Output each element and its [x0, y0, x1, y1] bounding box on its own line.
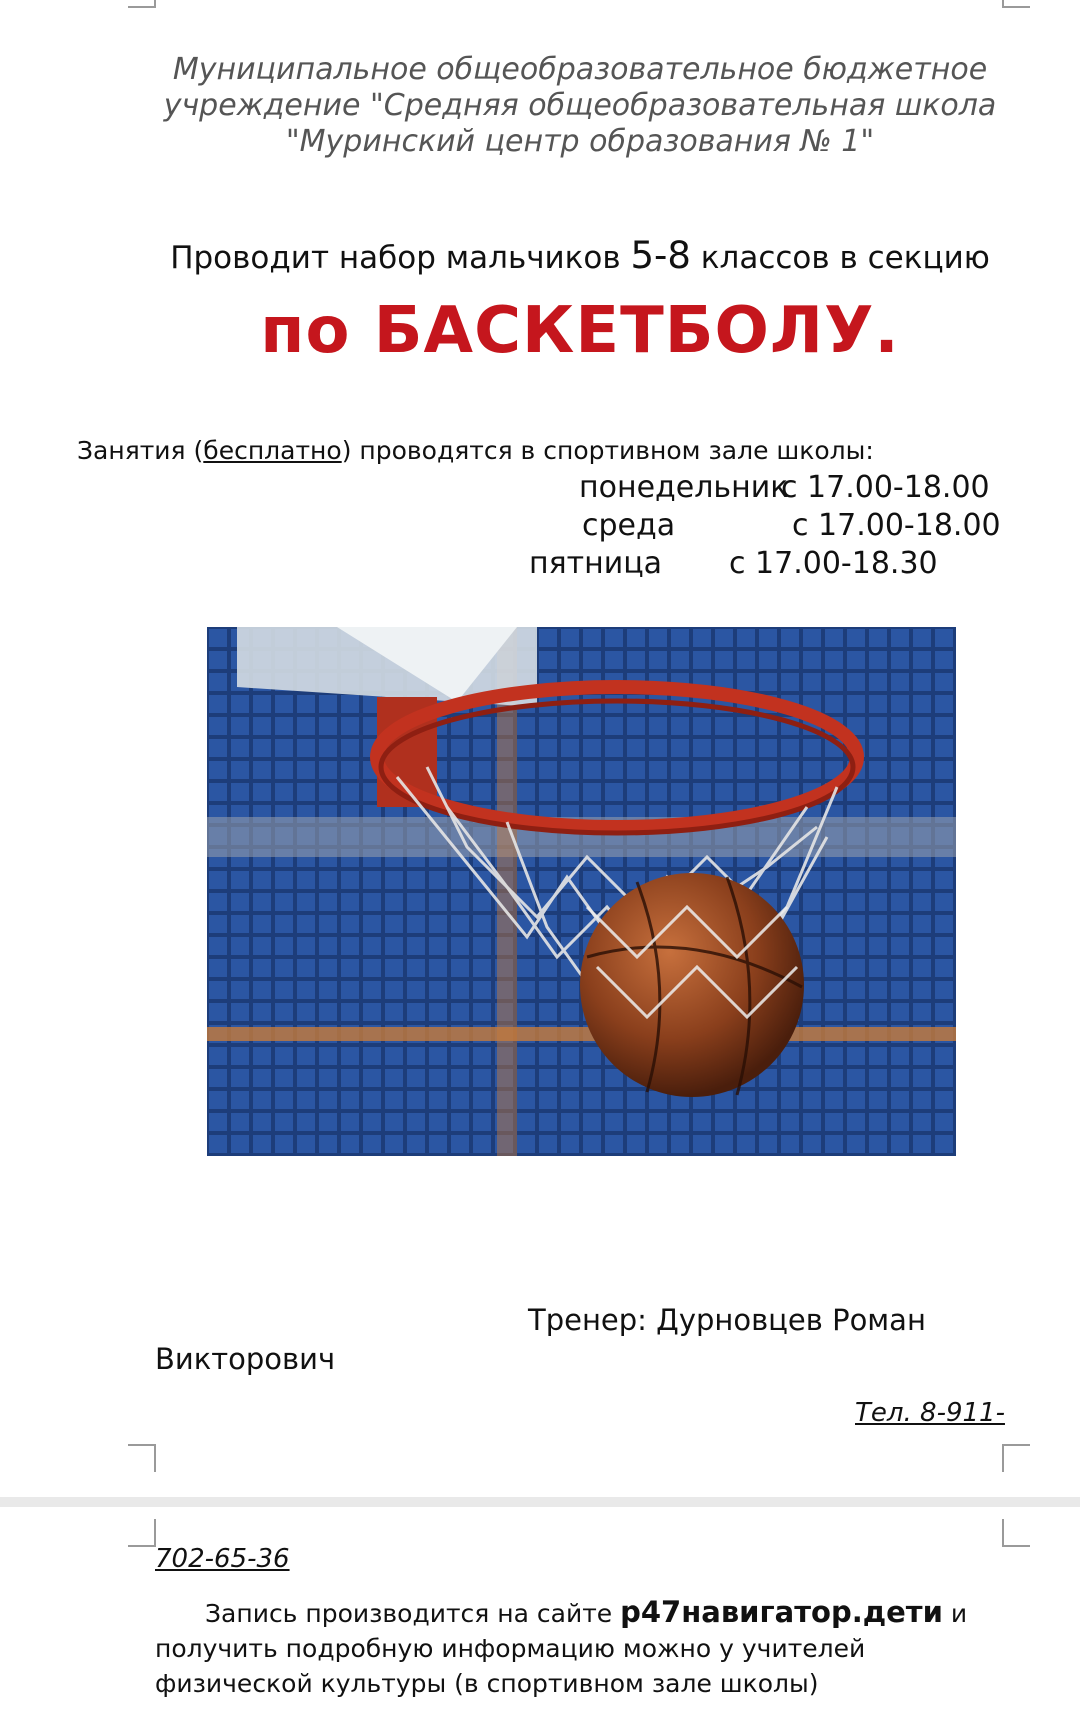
schedule-time: с 17.00-18.00: [781, 470, 990, 505]
basketball-hoop-photo: [207, 627, 956, 1156]
intro-free: бесплатно: [203, 436, 342, 465]
classes-intro: [77, 436, 874, 465]
header-line: учреждение "Средняя общеобразовательная школа: [163, 88, 997, 123]
phone-part1: Тел. 8-911-: [855, 1398, 1005, 1428]
corner-mark: [128, 1519, 156, 1547]
corner-mark: [128, 1444, 156, 1472]
school-name-header: [150, 52, 1010, 160]
header-line: "Муринский центр образования № 1": [285, 124, 875, 159]
signup-after: и получить подробную информацию можно у учителей физической культуры (в спортивном зале школы): [155, 1599, 968, 1698]
header-line: Муниципальное общеобразовательное бюджетное: [172, 52, 988, 87]
corner-mark: [1002, 1444, 1030, 1472]
signup-info: [155, 1595, 1025, 1701]
phone-part2: 702-65-36: [155, 1544, 290, 1574]
signup-before: Запись производится на сайте: [205, 1599, 621, 1628]
recruit-grades: 5-8: [630, 234, 691, 277]
corner-mark: [1002, 0, 1030, 8]
schedule-day: пятница: [529, 546, 663, 581]
corner-mark: [1002, 1519, 1030, 1547]
recruit-line: [0, 234, 1080, 277]
recruit-prefix: Проводит набор мальчиков: [170, 240, 631, 276]
schedule-time: с 17.00-18.00: [792, 508, 1001, 543]
coach-name-line2: Викторович: [155, 1342, 336, 1376]
corner-mark: [128, 0, 156, 8]
basketball-illustration: [207, 627, 956, 1156]
intro-text: ) проводятся в спортивном зале школы:: [341, 436, 874, 465]
intro-text: Занятия (: [77, 436, 204, 465]
schedule-time: с 17.00-18.30: [729, 546, 938, 581]
recruit-suffix: классов в секцию: [690, 240, 990, 276]
headline-basketball: по БАСКЕТБОЛУ.: [260, 294, 900, 368]
schedule-day: среда: [582, 508, 676, 543]
page-separator: [0, 1497, 1080, 1507]
schedule-day: понедельник: [579, 470, 789, 505]
signup-site-link[interactable]: р47навигатор.дети: [620, 1595, 943, 1629]
coach-name-line1: Тренер: Дурновцев Роман: [528, 1303, 926, 1337]
